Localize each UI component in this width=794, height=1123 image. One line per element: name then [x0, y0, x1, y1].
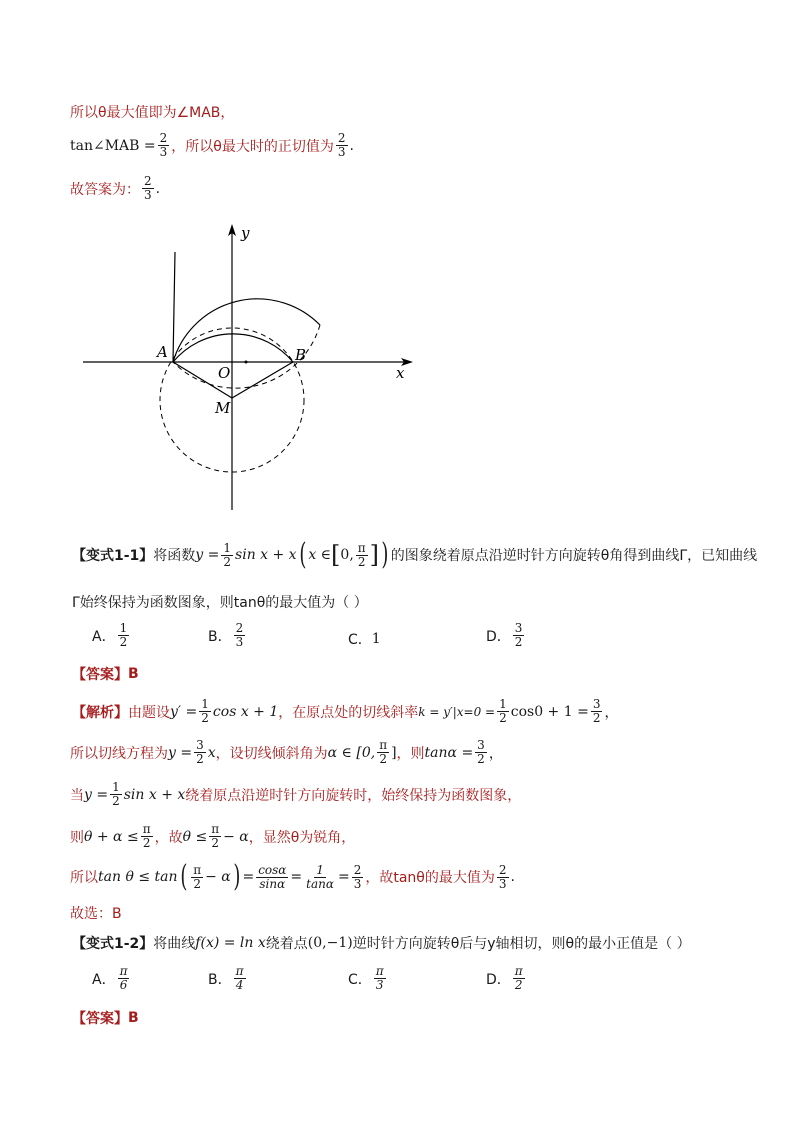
math: sin x + x — [235, 547, 297, 563]
num: π — [357, 540, 366, 555]
num: π — [375, 964, 384, 978]
analysis-line-5 — [70, 859, 515, 894]
num: π — [142, 822, 151, 836]
analysis-text: ，在原点处的切线斜率 — [278, 704, 419, 721]
num: 2 — [144, 174, 152, 188]
analysis-text: 则 — [70, 829, 84, 846]
period: . — [155, 180, 161, 197]
label-b: B — [295, 346, 307, 364]
den: 2 — [223, 554, 232, 569]
num: 1 — [499, 697, 507, 711]
num: 2 — [337, 131, 346, 145]
den: 2 — [119, 635, 128, 649]
den: 2 — [211, 836, 219, 850]
num: π — [379, 738, 388, 752]
den: 2 — [112, 794, 120, 808]
math: k = y′|x=0 = — [418, 704, 496, 719]
label-m: M — [215, 399, 231, 417]
question-text: 绕着点 — [265, 936, 308, 952]
fraction — [475, 739, 487, 766]
num: 1 — [201, 697, 209, 711]
fraction — [194, 739, 206, 766]
label-y: y — [241, 224, 250, 242]
q1-option-d[interactable] — [486, 622, 526, 649]
choose-text: 故选：B — [70, 906, 122, 922]
analysis-text: 绕着原点沿逆时针方向旋转时，始终保持为函数图象， — [185, 787, 522, 804]
fraction — [158, 132, 170, 159]
q1-line-2 — [72, 592, 368, 612]
math: y = — [84, 786, 109, 803]
paren-close: ) — [233, 859, 241, 894]
num: π — [211, 822, 220, 836]
fraction — [352, 864, 364, 891]
option-letter: C． — [348, 632, 372, 648]
num: π — [193, 862, 202, 877]
num: cosα — [258, 862, 287, 877]
math: 0, — [340, 547, 354, 563]
fraction — [336, 132, 348, 159]
fraction — [234, 965, 246, 992]
q2-option-b[interactable] — [208, 965, 248, 992]
option-letter: B． — [208, 628, 232, 645]
math: x — [207, 744, 216, 761]
analysis-text: ，设切线倾斜角为 — [215, 745, 328, 762]
sol-text: 所以θ最大值即为∠MAB， — [70, 105, 235, 121]
num: 2 — [235, 621, 244, 635]
math: − α — [223, 828, 249, 845]
num: 1 — [223, 540, 232, 555]
answer-value: B — [128, 1010, 139, 1026]
num: 3 — [477, 738, 485, 752]
den: 2 — [592, 711, 601, 725]
den: 2 — [193, 876, 201, 891]
den: tanα — [306, 876, 334, 891]
den: 3 — [337, 145, 346, 159]
den: 6 — [119, 978, 128, 992]
fraction — [118, 622, 130, 649]
den: 2 — [142, 836, 151, 850]
sol-line-3 — [70, 175, 160, 202]
tan-mab: tan∠MAB = — [70, 137, 156, 154]
option-letter: C． — [348, 971, 372, 988]
punct: ， — [604, 704, 619, 721]
sol-text: ，所以θ最大时的正切值为 — [171, 138, 334, 155]
fraction — [234, 622, 246, 649]
fraction — [356, 542, 368, 569]
math: = — [337, 869, 350, 885]
bracket-open: [ — [331, 541, 341, 569]
den: 2 — [196, 752, 204, 766]
analysis-choose — [70, 903, 122, 923]
question-text: 逆时针方向旋转θ后与y轴相切，则θ的最小正值是（ ） — [352, 936, 691, 952]
num: 2 — [353, 862, 362, 877]
analysis-text: ，故tanθ的最大值为 — [365, 870, 495, 886]
den: 3 — [375, 978, 384, 992]
num: π — [119, 964, 128, 978]
den: 3 — [235, 635, 244, 649]
analysis-text: ，显然θ为锐角， — [248, 829, 356, 846]
option-letter: B． — [208, 971, 232, 988]
den: 3 — [353, 876, 362, 891]
fraction — [377, 739, 389, 766]
num: 3 — [196, 738, 204, 752]
den: 2 — [357, 554, 366, 569]
q2-option-a[interactable] — [92, 965, 131, 992]
math: sin x + x — [123, 786, 186, 803]
option-letter: A． — [92, 628, 116, 645]
analysis-line-4 — [70, 823, 355, 850]
answer-tag: 【答案】 — [72, 1011, 128, 1027]
question-text: 的图象绕着原点沿逆时针方向旋转θ角得到曲线Γ，已知曲线 — [390, 548, 758, 564]
fraction — [110, 781, 122, 808]
paren-open: ( — [298, 537, 306, 572]
den: 2 — [514, 635, 523, 649]
den: 2 — [477, 752, 485, 766]
fraction — [221, 542, 233, 569]
fraction — [142, 175, 154, 202]
den: 3 — [159, 145, 168, 159]
analysis-text: 所以 — [70, 870, 98, 886]
den: 2 — [379, 752, 387, 766]
q2-option-d[interactable] — [486, 965, 527, 992]
small-arc — [173, 334, 293, 362]
fraction — [191, 864, 203, 891]
num: 2 — [498, 862, 507, 877]
den: 3 — [144, 188, 152, 202]
q1-line-1 — [72, 537, 758, 572]
math: − α — [205, 869, 231, 885]
option-value: 1 — [371, 631, 381, 647]
question-text: Γ始终保持为函数图象，则tanθ的最大值为（ ） — [72, 595, 368, 611]
math: = — [242, 869, 255, 885]
math: y′ = — [170, 703, 198, 720]
analysis-text: ，故 — [154, 829, 183, 846]
q2-answer — [72, 1008, 139, 1028]
fraction — [497, 864, 509, 891]
math: cos0 + 1 = — [510, 703, 589, 720]
math: = — [290, 869, 303, 885]
question-tag: 【变式1-1】 — [72, 548, 154, 564]
den: sinα — [259, 876, 286, 891]
analysis-line-1 — [72, 698, 618, 725]
label-x: x — [396, 364, 405, 382]
answer-value: B — [128, 666, 139, 682]
bracket-close: ] — [369, 541, 380, 569]
math: θ ≤ — [182, 828, 208, 845]
math: y = — [168, 744, 193, 761]
num: π — [514, 964, 523, 978]
answer-tag: 【答案】 — [72, 667, 128, 683]
math: tanα = — [424, 744, 474, 761]
math: (0,−1) — [307, 935, 353, 951]
fraction — [513, 622, 525, 649]
fraction — [304, 864, 336, 891]
fraction — [209, 823, 221, 850]
center-dot — [245, 361, 248, 364]
num: π — [235, 964, 244, 978]
paren-open: ( — [179, 859, 187, 894]
num: 3 — [592, 697, 601, 711]
math: θ + α ≤ — [84, 828, 139, 845]
fraction — [199, 698, 211, 725]
period: . — [349, 137, 354, 154]
num: 1 — [112, 780, 120, 794]
question-tag: 【变式1-2】 — [72, 936, 154, 952]
option-letter: A． — [92, 971, 116, 988]
math: cos x + 1 — [212, 703, 279, 720]
math: y = — [195, 547, 220, 563]
fraction — [497, 698, 509, 725]
num: 1 — [316, 862, 324, 877]
punct: ， — [488, 745, 503, 762]
q1-option-a[interactable] — [92, 622, 131, 649]
analysis-line-3 — [70, 781, 521, 808]
den: 2 — [514, 978, 523, 992]
math: ] — [391, 744, 397, 761]
analysis-line-2 — [70, 739, 503, 766]
analysis-text: 由题设 — [128, 704, 170, 721]
fraction — [141, 823, 153, 850]
segment-mb — [232, 362, 293, 398]
tangent-line — [173, 252, 175, 362]
sol-line-1 — [70, 102, 234, 122]
option-letter: D． — [486, 628, 511, 645]
math: x ∈ — [308, 547, 332, 563]
sol-line-2 — [70, 132, 354, 159]
q2-line-1 — [72, 933, 691, 953]
question-text: 将函数 — [153, 548, 196, 564]
label-a: A — [157, 343, 168, 361]
paren-close: ) — [381, 537, 389, 572]
q1-answer — [72, 664, 139, 684]
fraction — [513, 965, 525, 992]
den: 2 — [201, 711, 209, 725]
q1-option-b[interactable] — [208, 622, 247, 649]
fraction — [591, 698, 603, 725]
analysis-text: 所以切线方程为 — [70, 745, 168, 762]
sol-text: 故答案为： — [70, 181, 140, 198]
fraction — [256, 864, 288, 891]
q2-option-c[interactable] — [348, 965, 388, 992]
math: α ∈ [0, — [327, 744, 376, 761]
geometry-figure — [75, 220, 425, 520]
analysis-text: 当 — [70, 787, 84, 804]
den: 4 — [235, 978, 244, 992]
analysis-tag: 【解析】 — [72, 704, 128, 721]
den: 2 — [499, 711, 507, 725]
math: f(x) = ln x — [195, 935, 266, 951]
analysis-text: ，则 — [396, 745, 425, 762]
fraction — [118, 965, 130, 992]
label-o: O — [218, 364, 231, 382]
math: tan θ ≤ tan — [98, 869, 178, 885]
option-letter: D． — [486, 971, 511, 988]
q1-option-c[interactable] — [348, 629, 381, 649]
num: 3 — [514, 621, 523, 635]
period: . — [510, 869, 515, 885]
question-text: 将曲线 — [153, 936, 196, 952]
num: 2 — [159, 131, 168, 145]
fraction — [374, 965, 386, 992]
num: 1 — [119, 621, 128, 635]
den: 3 — [498, 876, 507, 891]
